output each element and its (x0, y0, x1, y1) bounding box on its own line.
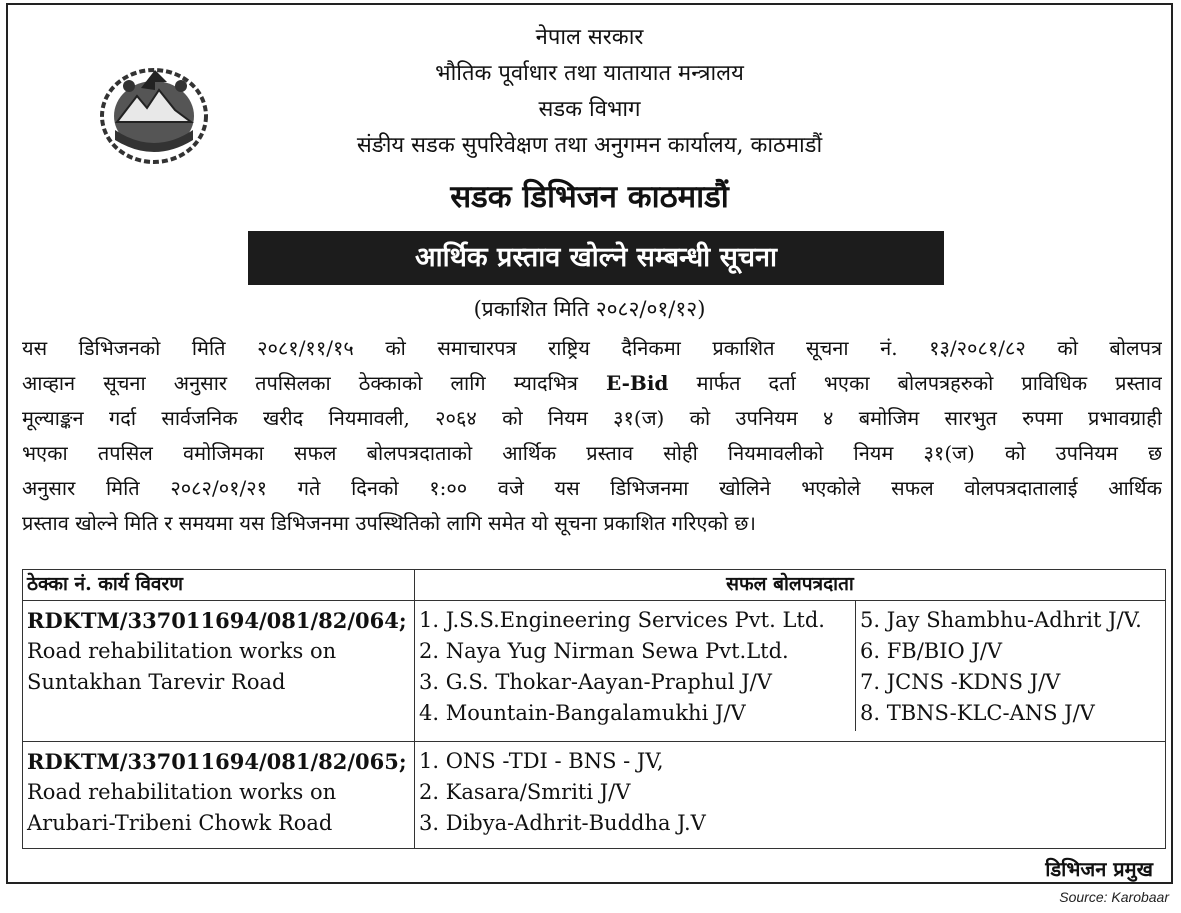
table-header-row (23, 570, 1166, 601)
header-government: नेपाल सरकार (535, 25, 644, 50)
body-segment: आव्हान सूचना अनुसार तपसिलका ठेक्काको लागि म्यादभित्र (22, 371, 578, 395)
bidders-table (22, 569, 1166, 849)
header-office-full: संङीय सडक सुपरिवेक्षण तथा अनुगमन कार्यालय, काठमाडौं (356, 133, 823, 158)
bidder-item: 3. G.S. Thokar-Aayan-Praphul J/V (419, 670, 772, 694)
bidders-cell (415, 742, 1166, 849)
bidder-item: 1. ONS -TDI - BNS - JV, (419, 749, 664, 774)
bidders-col-right (855, 601, 1142, 731)
body-line: प्रस्ताव खोल्ने मिति र समयमा यस डिभिजनमा उपस्थितिको लागि समेत यो सूचना प्रकाशित गरिएको छ। (22, 511, 756, 535)
bidder-item: 5. Jay Shambhu-Adhrit J/V. (860, 608, 1142, 632)
contract-desc: Arubari-Tribeni Chowk Road (27, 811, 333, 836)
body-line: यस डिभिजनको मिति २०८१/११/१५ को समाचारपत्र राष्ट्रिय दैनिकमा प्रकाशित सूचना नं. १३/२०८१/८२ को बोलपत्र (22, 336, 1162, 360)
bidders-cell (415, 601, 1166, 742)
bidder-item: 7. JCNS -KDNS J/V (860, 670, 1061, 694)
notice-title-bar (248, 231, 944, 285)
contract-cell (23, 742, 415, 849)
bidder-item: 2. Kasara/Smriti J/V (419, 780, 631, 805)
contract-desc: Suntakhan Tarevir Road (27, 670, 286, 694)
bidder-item: 1. J.S.S.Engineering Services Pvt. Ltd. (419, 608, 825, 632)
col-bidders-header: सफल बोलपत्रदाता (415, 570, 1166, 601)
bidder-item: 2. Naya Yug Nirman Sewa Pvt.Ltd. (419, 639, 789, 663)
contract-ref: RDKTM/337011694/081/82/064; (27, 608, 407, 633)
body-line (22, 366, 1162, 401)
header-ministry: भौतिक पूर्वाधार तथा यातायात मन्त्रालय (435, 61, 744, 86)
body-line: भएका तपसिल वमोजिमका सफल बोलपत्रदाताको आर्थिक प्रस्ताव सोही नियमावलीको नियम ३१(ज) को उपनियम छ (22, 441, 1162, 465)
body-line: अनुसार मिति २०८२/०१/२१ गते दिनको १:०० वजे यस डिभिजनमा खोलिने भएकोले सफल वोलपत्रदातालाई आर्थिक (22, 476, 1162, 500)
bidder-item: 3. Dibya-Adhrit-Buddha J.V (419, 811, 706, 836)
header-division: सडक डिभिजन काठमाडौं (450, 179, 729, 215)
body-segment: मार्फत दर्ता भएका बोलपत्रहरुको प्राविधिक प्रस्ताव (696, 371, 1162, 395)
bidders-col-left (419, 605, 855, 729)
source-credit: Source: Karobaar (1059, 889, 1169, 905)
bidder-item: 6. FB/BIO J/V (860, 639, 1003, 663)
col-contract-header: ठेक्का नं. कार्य विवरण (23, 570, 415, 601)
published-date: (प्रकाशित मिति २०८२/०१/१२) (473, 297, 706, 321)
notice-document (6, 3, 1173, 884)
signature: डिभिजन प्रमुख (1045, 857, 1153, 881)
contract-desc: Road rehabilitation works on (27, 780, 337, 805)
header-department: सडक विभाग (538, 97, 641, 122)
contract-desc: Road rehabilitation works on (27, 639, 337, 663)
table-row (23, 742, 1166, 849)
notice-title: आर्थिक प्रस्ताव खोल्ने सम्बन्धी सूचना (415, 242, 777, 273)
contract-cell (23, 601, 415, 742)
bidder-item: 8. TBNS-KLC-ANS J/V (860, 701, 1095, 725)
table-row (23, 601, 1166, 742)
contract-ref: RDKTM/337011694/081/82/065; (27, 749, 407, 775)
body-line: मूल्याङ्कन गर्दा सार्वजनिक खरीद नियमावली, २०६४ को नियम ३१(ज) को उपनियम ४ बमोजिम सारभुत रुपमा प्रभावग्राही (22, 406, 1162, 430)
bidder-item: 4. Mountain-Bangalamukhi J/V (419, 701, 746, 725)
ebid-text: E-Bid (606, 371, 669, 395)
notice-body (22, 331, 1162, 541)
